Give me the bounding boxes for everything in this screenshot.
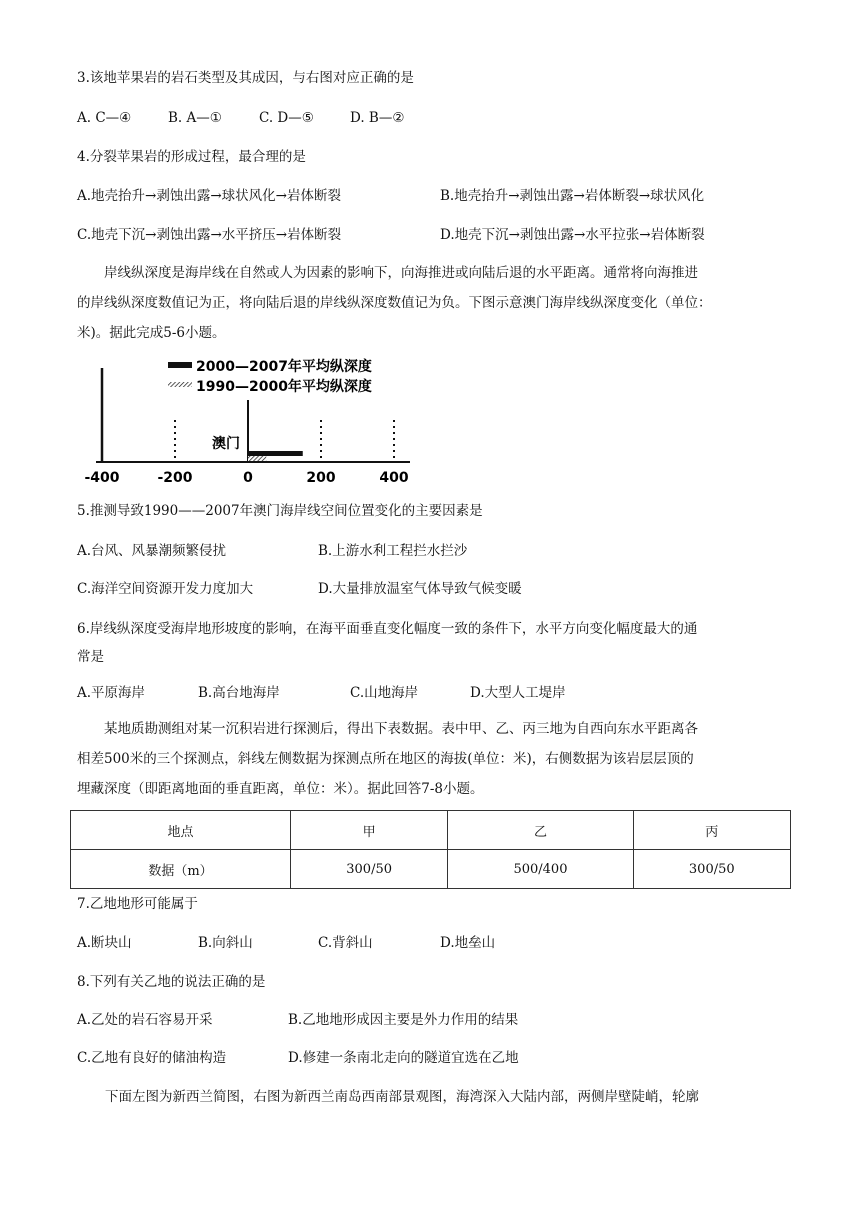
q3-option-c: C. D—⑤ [259, 110, 314, 126]
passage-coastline-depth [77, 258, 777, 348]
chart-bars [248, 451, 303, 461]
x-tick-label: -200 [157, 470, 193, 486]
passage2-line1: 某地质勘测组对某一沉积岩进行探测后，得出下表数据。表中甲、乙、丙三地为自西向东水平距离各 [104, 721, 698, 737]
q4-option-c: C.地壳下沉→剥蚀出露→水平挤压→岩体断裂 [77, 227, 342, 243]
q5-stem: 5.推测导致1990——2007年澳门海岸线空间位置变化的主要因素是 [77, 503, 483, 519]
q5-option-a: A.台风、风暴潮频繁侵扰 [77, 543, 227, 559]
q6-option-a: A.平原海岸 [77, 685, 146, 701]
q6-stem-line1: 6.岸线纵深度受海岸地形坡度的影响，在海平面垂直变化幅度一致的条件下，水平方向变化幅度最大的通 [77, 621, 698, 637]
table-cell: 300/50 [290, 850, 447, 889]
bar-1990-2000 [248, 456, 266, 461]
q3-option-b: B. A—① [168, 110, 222, 126]
table-cell: 300/50 [633, 850, 790, 889]
q7-option-d: D.地垒山 [440, 935, 496, 951]
passage2-line3: 埋藏深度（即距离地面的垂直距离，单位：米）。据此回答7-8小题。 [77, 781, 484, 797]
q8-option-c: C.乙地有良好的储油构造 [77, 1050, 227, 1066]
table-cell: 500/400 [448, 850, 633, 889]
table-header-cell: 甲 [290, 811, 447, 850]
q7-option-c: C.背斜山 [318, 935, 373, 951]
survey-table [70, 810, 791, 889]
q8-option-b: B.乙地地形成因主要是外力作用的结果 [288, 1012, 519, 1028]
legend-label-hatched: 1990—2000年平均纵深度 [196, 379, 372, 395]
q6-option-b: B.高台地海岸 [198, 685, 280, 701]
chart-legend [168, 358, 372, 395]
x-tick-label: 400 [379, 470, 409, 486]
passage1-line2: 的岸线纵深度数值记为正，将向陆后退的岸线纵深度数值记为负。下图示意澳门海岸线纵深度变化（单位： [77, 295, 712, 311]
q6-stem-line2: 常是 [77, 649, 104, 665]
passage1-line3: 米)。据此完成5-6小题。 [77, 325, 226, 341]
category-label-macau: 澳门 [212, 436, 240, 452]
x-tick-labels [84, 470, 408, 486]
q5-option-c: C.海洋空间资源开发力度加大 [77, 581, 254, 597]
q7-stem: 7.乙地地形可能属于 [77, 896, 198, 912]
passage1-line1: 岸线纵深度是海岸线在自然或人为因素的影响下，向海推进或向陆后退的水平距离。通常将向海推进 [104, 265, 698, 281]
table-cell: 数据（m） [71, 850, 291, 889]
bar-2000-2007 [248, 451, 303, 456]
q8-option-d: D.修建一条南北走向的隧道宜选在乙地 [288, 1050, 519, 1066]
table-header-cell: 地点 [71, 811, 291, 850]
q3-option-d: D. B—② [350, 110, 405, 126]
legend-label-solid: 2000—2007年平均纵深度 [196, 359, 372, 375]
q3-stem: 3.该地苹果岩的岩石类型及其成因，与右图对应正确的是 [77, 70, 414, 86]
macau-coastline-depth-chart [84, 350, 424, 490]
table-header-cell: 丙 [633, 811, 790, 850]
q7-option-a: A.断块山 [77, 935, 132, 951]
q4-option-a: A.地壳抬升→剥蚀出露→球状风化→岩体断裂 [77, 188, 341, 204]
q5-option-d: D.大量排放温室气体导致气候变暖 [318, 581, 522, 597]
table-header-row [71, 811, 791, 850]
table-header-cell: 乙 [448, 811, 633, 850]
x-tick-label: 0 [243, 470, 253, 486]
q4-option-d: D.地壳下沉→剥蚀出露→水平拉张→岩体断裂 [440, 227, 705, 243]
legend-swatch-solid [168, 362, 192, 368]
q6-option-c: C.山地海岸 [350, 685, 419, 701]
x-tick-label: -400 [84, 470, 120, 486]
x-tick-label: 200 [306, 470, 336, 486]
q6-option-d: D.大型人工堤岸 [470, 685, 566, 701]
q5-option-b: B.上游水利工程拦水拦沙 [318, 543, 468, 559]
legend-swatch-hatched [168, 382, 192, 387]
q8-stem: 8.下列有关乙地的说法正确的是 [77, 974, 266, 990]
table-row [71, 850, 791, 889]
q4-stem: 4.分裂苹果岩的形成过程，最合理的是 [77, 149, 306, 165]
q3-option-a: A. C—④ [77, 110, 132, 126]
q4-option-b: B.地壳抬升→剥蚀出露→岩体断裂→球状风化 [440, 188, 705, 204]
passage-survey [77, 714, 777, 804]
q8-option-a: A.乙处的岩石容易开采 [77, 1012, 213, 1028]
passage-new-zealand: 下面左图为新西兰简图，右图为新西兰南岛西南部景观图，海湾深入大陆内部，两侧岸壁陡峭，轮廓 [105, 1089, 699, 1105]
passage2-line2: 相差500米的三个探测点，斜线左侧数据为探测点所在地区的海拔(单位：米)，右侧数据为该岩层层顶的 [77, 751, 694, 767]
q7-option-b: B.向斜山 [198, 935, 253, 951]
